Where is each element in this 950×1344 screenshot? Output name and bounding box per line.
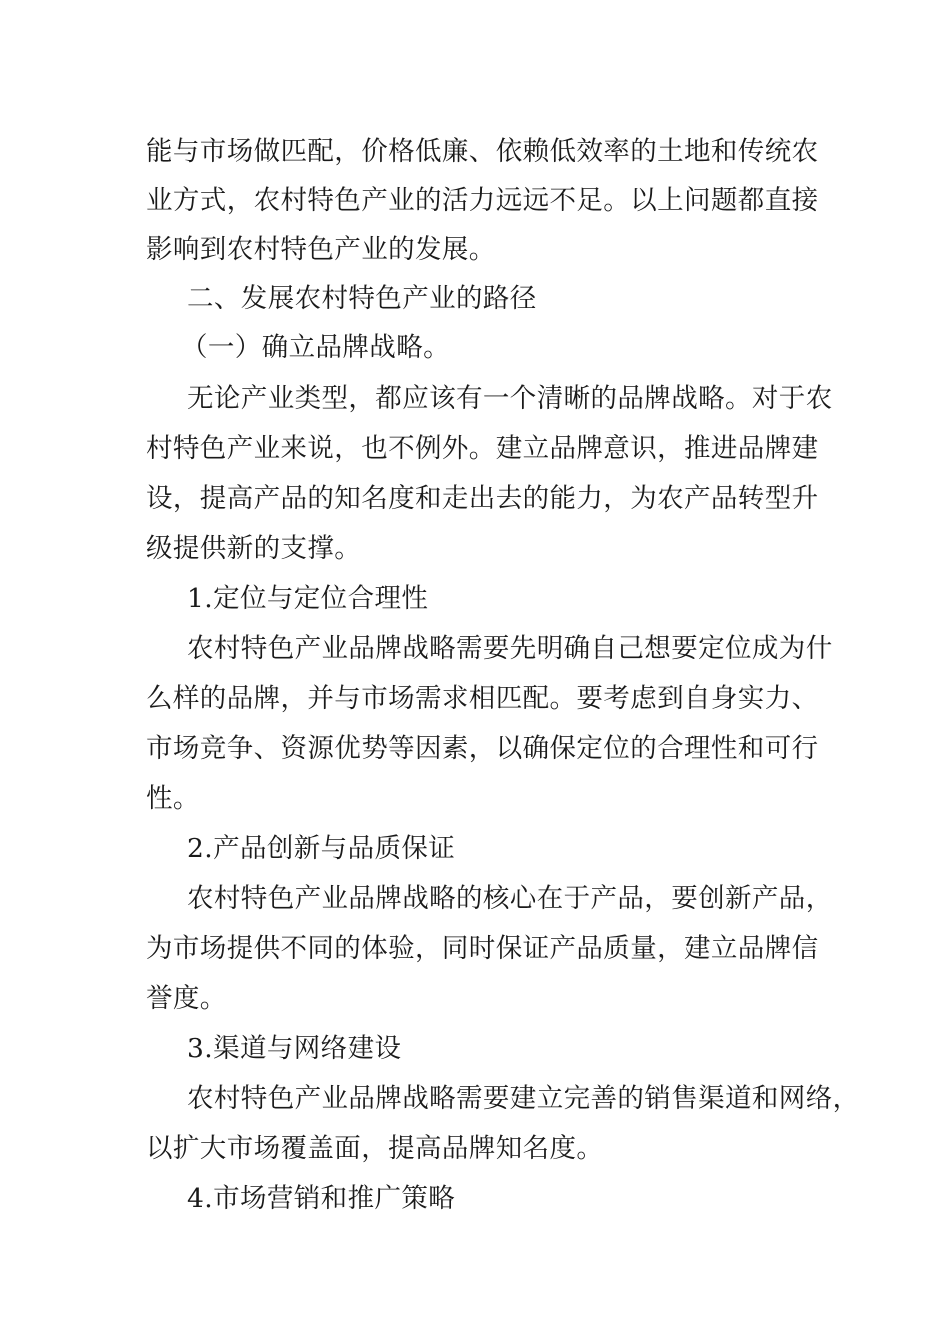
body-text-line: 性。 xyxy=(146,783,200,814)
body-text-line: 级提供新的支撑。 xyxy=(146,533,362,564)
subsection-heading: （一）确立品牌战略。 xyxy=(181,332,450,363)
item-heading: 3.渠道与网络建设 xyxy=(187,1033,402,1064)
paragraph-first-line: 农村特色产业品牌战略需要建立完善的销售渠道和网络， xyxy=(187,1083,860,1114)
body-text-line: 么样的品牌，并与市场需求相匹配。要考虑到自身实力、 xyxy=(146,683,819,714)
body-text-line: 以扩大市场覆盖面，提高品牌知名度。 xyxy=(146,1133,604,1164)
paragraph-first-line: 无论产业类型，都应该有一个清晰的品牌战略。对于农 xyxy=(187,383,833,414)
item-heading: 1.定位与定位合理性 xyxy=(187,583,429,614)
paragraph-first-line: 农村特色产业品牌战略需要先明确自己想要定位成为什 xyxy=(187,633,833,664)
item-heading: 2.产品创新与品质保证 xyxy=(187,833,456,864)
body-text-line: 市场竞争、资源优势等因素，以确保定位的合理性和可行 xyxy=(146,733,819,764)
body-text-line: 业方式，农村特色产业的活力远远不足。以上问题都直接 xyxy=(146,185,819,216)
body-text-line: 影响到农村特色产业的发展。 xyxy=(146,234,496,265)
body-text-line: 村特色产业来说，也不例外。建立品牌意识，推进品牌建 xyxy=(146,433,819,464)
paragraph-first-line: 农村特色产业品牌战略的核心在于产品，要创新产品， xyxy=(187,883,833,914)
body-text-line: 誉度。 xyxy=(146,983,227,1014)
item-heading: 4.市场营销和推广策略 xyxy=(187,1183,456,1214)
body-text-line: 为市场提供不同的体验，同时保证产品质量，建立品牌信 xyxy=(146,933,819,964)
section-heading: 二、发展农村特色产业的路径 xyxy=(187,283,537,314)
body-text-line: 能与市场做匹配，价格低廉、依赖低效率的土地和传统农 xyxy=(146,136,819,167)
body-text-line: 设，提高产品的知名度和走出去的能力，为农产品转型升 xyxy=(146,483,819,514)
